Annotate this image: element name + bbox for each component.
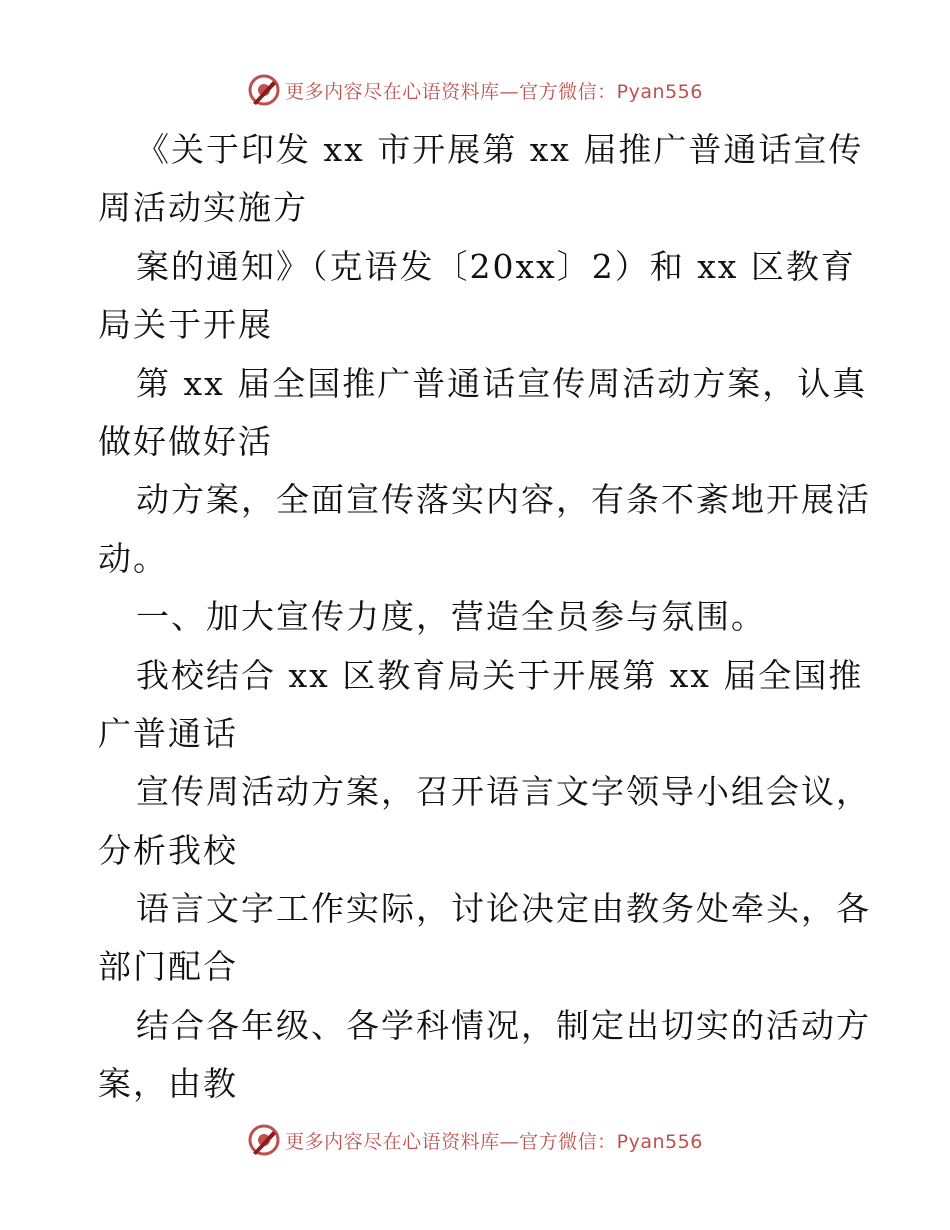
- text-line: 动方案，全面宣传落实内容，有条不紊地开展活: [136, 480, 871, 520]
- text-line: 语言文字工作实际，讨论决定由教务处牵头，各: [136, 889, 871, 929]
- watermark-text: 更多内容尽在心语资料库—官方微信：Pyan556: [285, 1130, 703, 1153]
- text-line: 案的通知》（克语发〔20xx〕2）和 xx 区教育: [136, 246, 856, 286]
- pen-logo-icon: [247, 1123, 281, 1157]
- text-line: 广普通话: [98, 713, 238, 753]
- pen-logo-icon: [247, 73, 281, 107]
- text-line: 动。: [98, 538, 168, 578]
- text-line: 结合各年级、各学科情况，制定出切实的活动方: [136, 1005, 871, 1045]
- text-line: 部门配合: [98, 947, 238, 987]
- text-line: 第 xx 届全国推广普通话宣传周活动方案，认真: [136, 363, 868, 403]
- text-line: 做好做好活: [98, 421, 273, 461]
- text-line: 分析我校: [98, 830, 238, 870]
- header-watermark: [0, 70, 950, 110]
- text-line: 《关于印发 xx 市开展第 xx 届推广普通话宣传: [136, 130, 864, 169]
- watermark-text: 更多内容尽在心语资料库—官方微信：Pyan556: [285, 80, 703, 103]
- section-heading: 一、加大宣传力度，营造全员参与氛围。: [136, 597, 766, 637]
- text-line: 案，由教: [98, 1064, 238, 1104]
- text-line: 宣传周活动方案，召开语言文字领导小组会议，: [136, 772, 871, 812]
- document-body: [98, 121, 871, 1114]
- text-line: 我校结合 xx 区教育局关于开展第 xx 届全国推: [136, 655, 864, 695]
- footer-watermark: [0, 1120, 950, 1160]
- text-line: 局关于开展: [98, 305, 273, 345]
- text-line: 周活动实施方: [98, 188, 308, 228]
